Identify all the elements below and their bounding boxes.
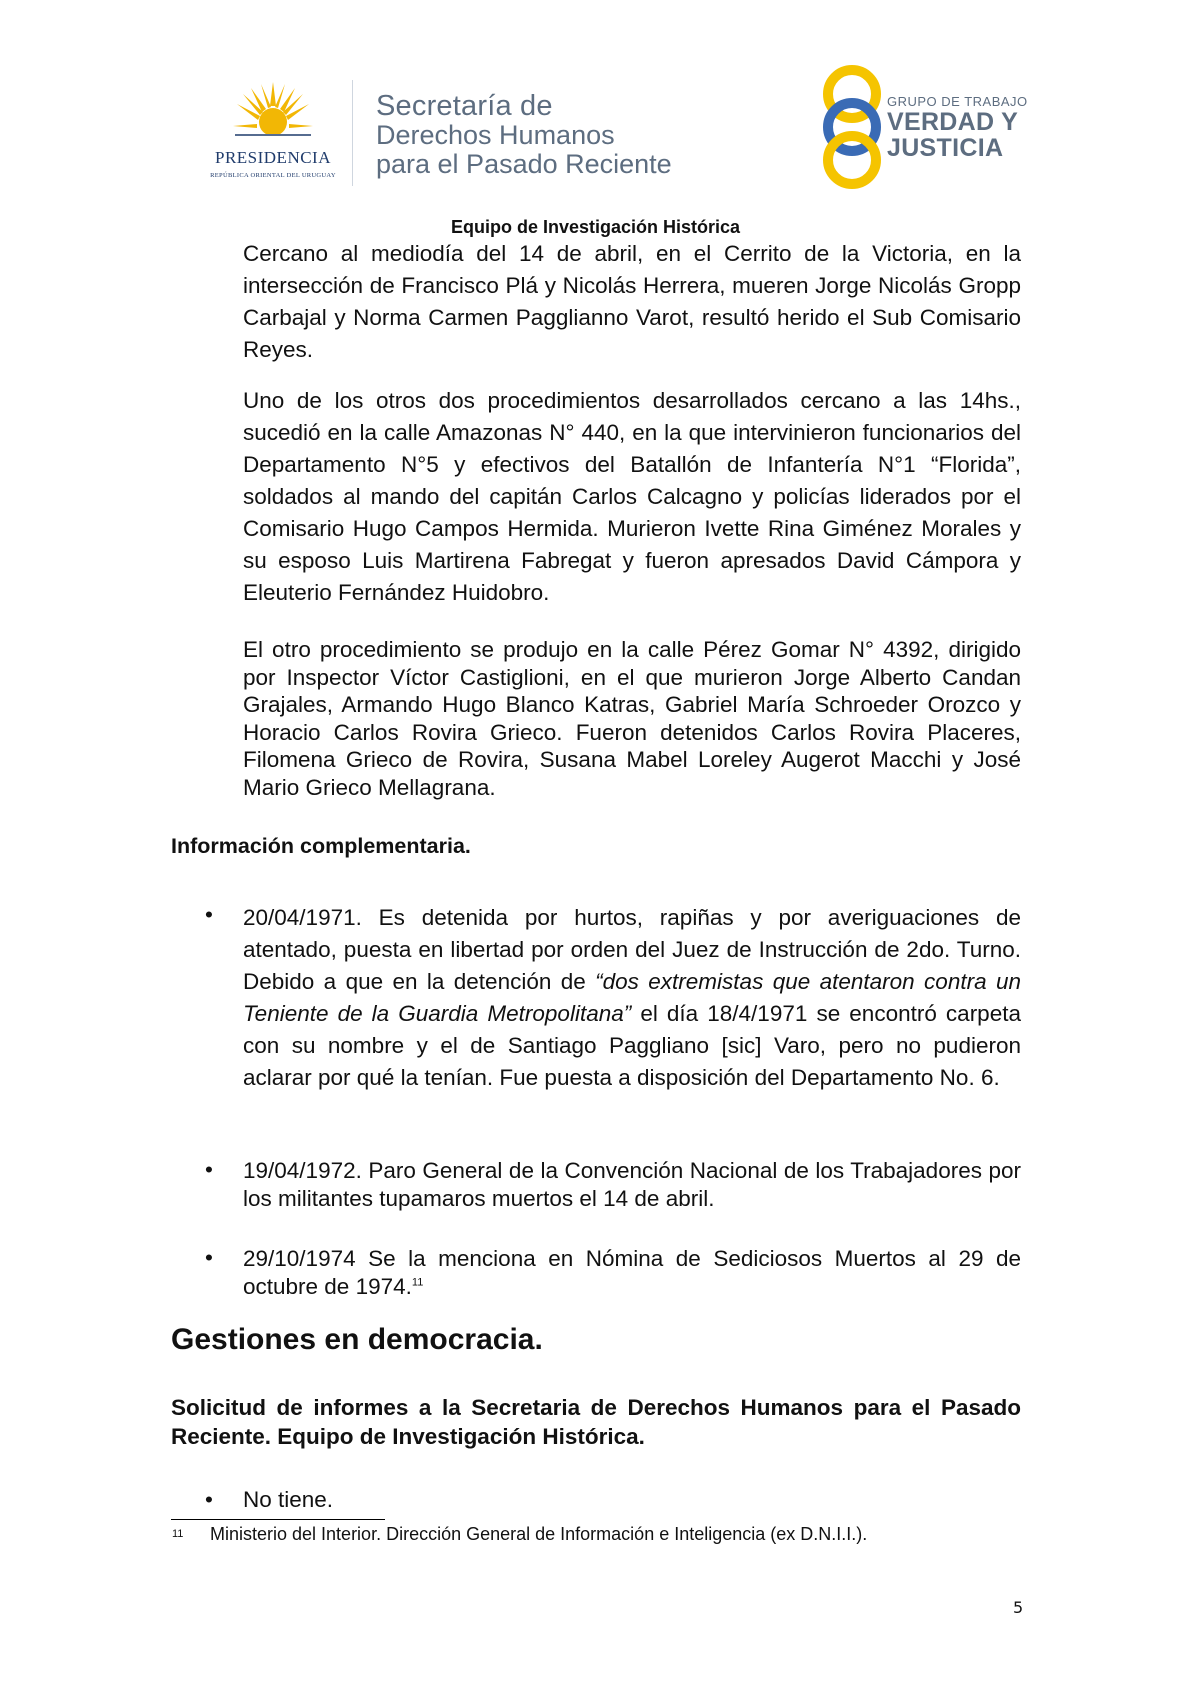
sun-icon xyxy=(233,82,313,142)
bullet-item-1 xyxy=(243,902,1021,1094)
bullet-1-text-a: 20/04/1971. Es detenida por hurtos, rapiñas y por averiguaciones de atentado, puesta en libertad por orden del Juez de Instrucción de 2do. Turno. Debido a que en la detención de xyxy=(243,905,1021,994)
gtvj-line2: VERDAD Y xyxy=(887,108,1019,136)
bullet-1-text-b: el día 18/4/1971 se encontró carpeta con su nombre y el de Santiago Paggliano [sic] Varo, pero no pudieron aclarar por qué la tenían. Fue puesta a disposición del Departamento No. 6. xyxy=(243,1001,1021,1090)
page-number: 5 xyxy=(1013,1598,1024,1617)
gtvj-logo-text xyxy=(887,94,1028,161)
gestiones-heading: Gestiones en democracia. xyxy=(171,1323,543,1356)
presidencia-title: PRESIDENCIA xyxy=(214,148,331,167)
secretaria-line2: Derechos Humanos xyxy=(376,120,615,150)
solicitud-heading: Solicitud de informes a la Secretaria de Derechos Humanos para el Pasado Reciente. Equipo de Investigación Histórica. xyxy=(171,1395,1021,1449)
footnote-text: Ministerio del Interior. Dirección General de Información e Inteligencia (ex D.N.I.I.). xyxy=(210,1524,868,1544)
secretaria-line1: Secretaría de xyxy=(376,90,553,122)
logo-divider xyxy=(352,80,353,186)
gtvj-line3: JUSTICIA xyxy=(887,134,1004,162)
bullet-symbol: • xyxy=(205,1487,213,1512)
bullet-3-text: 29/10/1974 Se la menciona en Nómina de Sediciosos Muertos al 29 de octubre de 1974. xyxy=(243,1246,1021,1299)
paragraph-2: Uno de los otros dos procedimientos desarrollados cercano a las 14hs., sucedió en la calle Amazonas N° 440, en la que intervinieron funcionarios del Departamento N°5 y efectivos del Batallón de Infantería N°1 “Florida”, soldados al mando del capitán Carlos Calcagno y policías liderados por el Comisario Hugo Campos Hermida. Murieron Ivette Rina Giménez Morales y su esposo Luis Martirena Fabregat y fueron apresados David Cámpora y Eleuterio Fernández Huidobro. xyxy=(243,388,1021,605)
bullet-item-4: No tiene. xyxy=(243,1487,334,1512)
footnote-number: 11 xyxy=(172,1528,184,1540)
footnote-divider xyxy=(171,1519,385,1520)
bullet-item-3 xyxy=(243,1245,1021,1300)
gtvj-line1: GRUPO DE TRABAJO xyxy=(887,94,1028,109)
page-header xyxy=(0,58,1191,198)
bullet-1-quote: “dos extremistas que atentaron contra un Teniente de la Guardia Metropolitana” xyxy=(243,969,1021,1026)
team-title: Equipo de Investigación Histórica xyxy=(450,217,741,237)
bullet-item-2: 19/04/1972. Paro General de la Convención Nacional de los Trabajadores por los militantes tupamaros muertos el 14 de abril. xyxy=(243,1158,1021,1211)
paragraph-1: Cercano al mediodía del 14 de abril, en el Cerrito de la Victoria, en la intersección de Francisco Plá y Nicolás Herrera, mueren Jorge Nicolás Gropp Carbajal y Norma Carmen Pagglianno Varot, resultó herido el Sub Comisario Reyes. xyxy=(243,241,1021,362)
bullet-symbol: • xyxy=(205,902,213,927)
footnote-ref: 11 xyxy=(411,1276,424,1288)
bullet-symbol: • xyxy=(205,1157,213,1182)
paragraph-3: El otro procedimiento se produjo en la calle Pérez Gomar N° 4392, dirigido por Inspector Víctor Castiglioni, en el que murieron Jorge Alberto Candan Grajales, Armando Hugo Blanco Katras, Gabriel María Schroeder Orozco y Horacio Carlos Rovira Grieco. Fueron detenidos Carlos Rovira Placeres, Filomena Grieco de Rovira, Susana Mabel Loreley Augerot Macchi y José Mario Grieco Mellagrana. xyxy=(243,637,1021,800)
secretaria-line3: para el Pasado Reciente xyxy=(376,149,672,179)
presidencia-subtitle: REPÚBLICA ORIENTAL DEL URUGUAY xyxy=(210,172,336,179)
secretaria-logo-text xyxy=(376,92,672,179)
presidencia-logo xyxy=(198,82,348,202)
bullet-symbol: • xyxy=(205,1245,213,1270)
info-heading: Información complementaria. xyxy=(171,834,471,858)
